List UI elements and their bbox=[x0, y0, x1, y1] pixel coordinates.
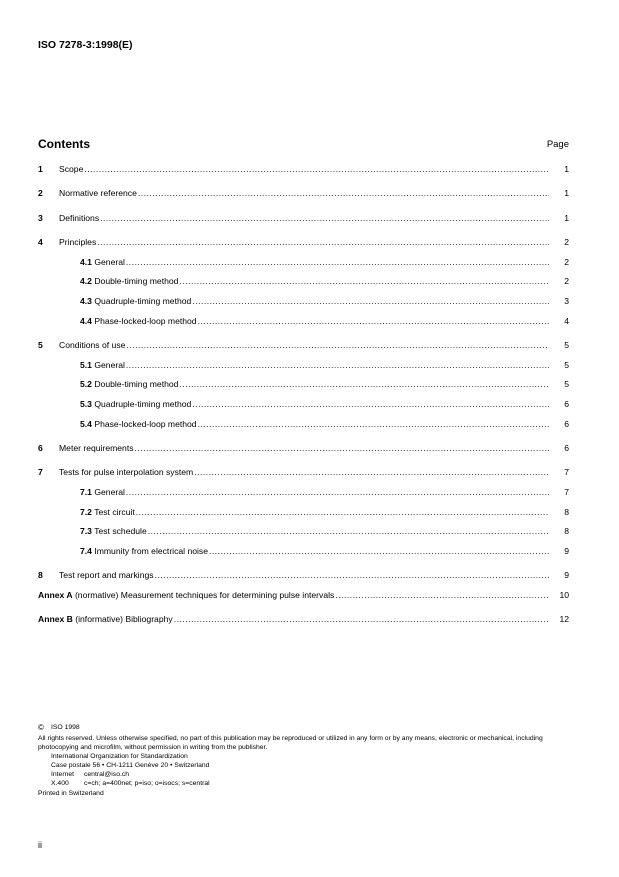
toc-annex-a[interactable]: Annex A (normative) Measurement techniques for determining pulse intervals ..... 10 bbox=[38, 586, 569, 606]
toc-entry-4-3[interactable]: 4.3 Quadruple-timing method ..... 3 bbox=[38, 292, 569, 312]
toc-entry-5-1[interactable]: 5.1 General ..... 5 bbox=[38, 356, 569, 376]
toc-entry-7-1[interactable]: 7.1 General ..... 7 bbox=[38, 483, 569, 503]
leader-dots bbox=[97, 237, 549, 248]
leader-dots bbox=[179, 276, 549, 287]
postal-address: Case postale 56 • CH-1211 Genève 20 • Switzerland bbox=[51, 762, 210, 770]
leader-dots bbox=[155, 570, 549, 581]
document-id: ISO 7278-3:1998(E) bbox=[38, 39, 133, 51]
leader-dots bbox=[136, 507, 549, 518]
toc-entry-5-3[interactable]: 5.3 Quadruple-timing method ..... 6 bbox=[38, 395, 569, 415]
toc-entry-6[interactable]: 6 Meter requirements ..... 6 bbox=[38, 439, 569, 459]
leader-dots bbox=[335, 590, 549, 601]
toc-annex-b[interactable]: Annex B (informative) Bibliography ..... 12 bbox=[38, 610, 569, 630]
toc-entry-8[interactable]: 8 Test report and markings ..... 9 bbox=[38, 566, 569, 586]
internet-label: Internet bbox=[51, 770, 75, 778]
leader-dots bbox=[126, 487, 549, 498]
leader-dots bbox=[198, 316, 549, 327]
leader-dots bbox=[84, 164, 549, 175]
toc-entry-7[interactable]: 7 Tests for pulse interpolation system ..... 7 bbox=[38, 463, 569, 483]
printed-in: Printed in Switzerland bbox=[38, 789, 104, 797]
toc-entry-5-4[interactable]: 5.4 Phase-locked-loop method ..... 6 bbox=[38, 415, 569, 435]
x400-label: X.400 bbox=[51, 779, 69, 787]
leader-dots bbox=[192, 296, 549, 307]
toc-entry-7-4[interactable]: 7.4 Immunity from electrical noise ..... 9 bbox=[38, 542, 569, 562]
leader-dots bbox=[100, 213, 549, 224]
leader-dots bbox=[138, 188, 549, 199]
page-column-label: Page bbox=[546, 139, 569, 150]
leader-dots bbox=[174, 614, 549, 625]
leader-dots bbox=[126, 360, 549, 371]
leader-dots bbox=[209, 546, 549, 557]
leader-dots bbox=[192, 399, 549, 410]
page-number: ii bbox=[38, 840, 42, 850]
copyright-block bbox=[38, 724, 578, 798]
leader-dots bbox=[194, 467, 549, 478]
toc-entry-1[interactable]: 1 Scope ..... 1 bbox=[38, 160, 569, 180]
leader-dots bbox=[135, 443, 549, 454]
toc-entry-7-2[interactable]: 7.2 Test circuit ..... 8 bbox=[38, 503, 569, 523]
x400-address: c=ch; a=400net; p=iso; o=isocs; s=central bbox=[84, 779, 210, 787]
rights-statement: All rights reserved. Unless otherwise specified, no part of this publication may be reproduced or utilized in any form or by any means, electronic or mechanical, including photocopying and microfilm, without permission in writing from the publisher. bbox=[38, 734, 543, 751]
leader-dots bbox=[198, 419, 549, 430]
toc-entry-2[interactable]: 2 Normative reference ..... 1 bbox=[38, 184, 569, 204]
toc-entry-4-2[interactable]: 4.2 Double-timing method ..... 2 bbox=[38, 272, 569, 292]
toc-entry-5-2[interactable]: 5.2 Double-timing method ..... 5 bbox=[38, 375, 569, 395]
copyright-symbol: © bbox=[38, 723, 44, 732]
leader-dots bbox=[179, 379, 549, 390]
toc-entry-4-1[interactable]: 4.1 General ..... 2 bbox=[38, 253, 569, 273]
leader-dots bbox=[126, 257, 549, 268]
leader-dots bbox=[126, 340, 549, 351]
internet-address: central@iso.ch bbox=[84, 770, 130, 778]
table-of-contents bbox=[38, 160, 569, 630]
publisher-address bbox=[38, 753, 578, 788]
toc-entry-4[interactable]: 4 Principles ..... 2 bbox=[38, 233, 569, 253]
contents-heading: Contents bbox=[38, 137, 90, 151]
toc-entry-4-4[interactable]: 4.4 Phase-locked-loop method ..... 4 bbox=[38, 312, 569, 332]
toc-entry-5[interactable]: 5 Conditions of use ..... 5 bbox=[38, 336, 569, 356]
toc-entry-7-3[interactable]: 7.3 Test schedule ..... 8 bbox=[38, 522, 569, 542]
leader-dots bbox=[148, 526, 549, 537]
toc-entry-3[interactable]: 3 Definitions ..... 1 bbox=[38, 209, 569, 229]
copyright-notice: ISO 1998 bbox=[51, 724, 80, 731]
publisher-name: International Organization for Standardization bbox=[51, 753, 188, 761]
